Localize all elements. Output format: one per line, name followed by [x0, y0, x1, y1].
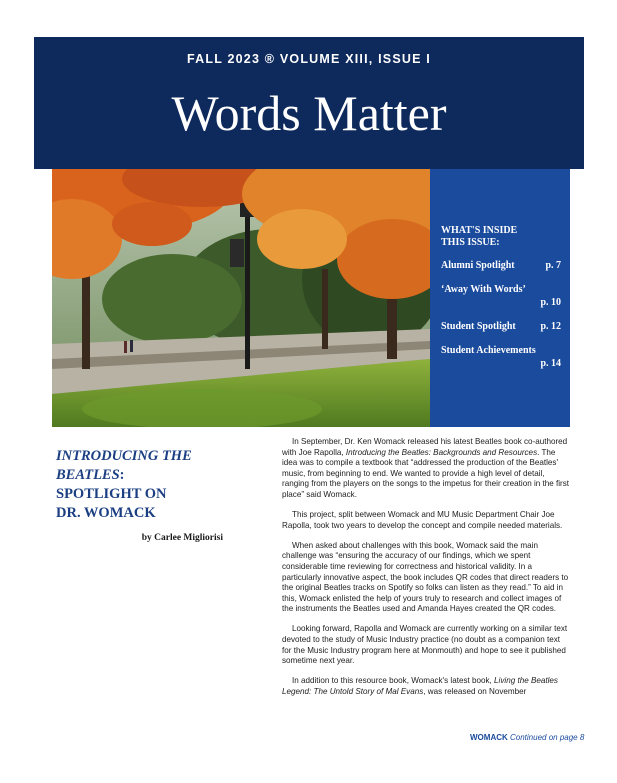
book-title: Introducing the Beatles: Backgrounds and Resources: [345, 447, 538, 457]
book-title: Living the Beatles Legend: The Untold Story of Mal Evans: [282, 676, 558, 696]
headline-line-4: DR. WOMACK: [56, 505, 156, 521]
article-paragraph-3: When asked about challenges with this book, Womack said the main challenge was “ensuring the accuracy of our findings, which we spent considerable time reviewing for correctness and historical validity. In a particularly innovative aspect, the book includes QR codes that direct readers to the original Beatles tracks on Spotify so folks can listen as they read.” To aid in this, Womack enlisted the help of yours truly to research and collect images of the instruments the Beatles used and Amanda Hayes created the QR codes.: [282, 540, 569, 614]
continued-text: Continued on page 8: [507, 733, 585, 742]
article-paragraph-2: This project, split between Womack and MU Music Department Chair Joe Rapolla, took two years to develop the concept and compile needed materials.: [282, 510, 563, 530]
toc-item-label: Student Achievements: [441, 345, 536, 356]
headline-line-3: SPOTLIGHT ON: [56, 486, 167, 502]
sidebar-heading: [441, 225, 551, 249]
toc-item-page: p. 12: [540, 321, 561, 332]
article-body: [282, 437, 570, 707]
article-headline: [56, 447, 246, 523]
masthead: [34, 37, 584, 169]
toc-item-page: p. 14: [540, 358, 561, 369]
paragraph-text: In addition to this resource book, Womack's latest book,: [292, 676, 495, 686]
toc-item-alumni-spotlight[interactable]: [441, 260, 561, 272]
whats-inside-sidebar: [430, 169, 570, 427]
toc-item-label: ‘Away With Words’: [441, 284, 526, 295]
toc-item-student-spotlight[interactable]: [441, 321, 561, 333]
headline-colon: :: [119, 467, 125, 483]
continued-on-link[interactable]: [470, 733, 584, 742]
toc-item-label: Alumni Spotlight: [441, 260, 515, 271]
toc-item-page: p. 7: [545, 260, 561, 271]
paragraph-text: , was released on November: [423, 686, 527, 696]
article-paragraph-5: [282, 676, 570, 697]
headline-line-2: [56, 466, 246, 485]
toc-item-page: p. 10: [540, 297, 561, 308]
article-paragraph-1: [282, 437, 570, 501]
headline-book-word: BEATLES: [56, 467, 120, 483]
byline: by Carlee Migliorisi: [141, 533, 223, 543]
toc-item-student-achievements[interactable]: [441, 345, 561, 370]
newsletter-title: Words Matter: [171, 85, 447, 141]
continued-tag: WOMACK: [470, 733, 508, 742]
paragraph-text: In September, Dr. Ken Womack released his latest Beatles book co-authored with Joe Rapolla,: [282, 437, 568, 457]
headline-line-1: INTRODUCING THE: [56, 448, 192, 464]
sidebar-heading-line-2: THIS ISSUE:: [441, 237, 500, 248]
toc-item-away-with-words[interactable]: [441, 284, 561, 309]
article-paragraph-4: Looking forward, Rapolla and Womack are currently working on a similar text devoted to the study of Music Industry practice (no doubt as a companion text for the Music Industry program here at Monmouth) and hope to see it published sometime next year.: [282, 624, 568, 666]
toc-item-label: Student Spotlight: [441, 321, 516, 332]
paragraph-text: . The idea was to compile a textbook that “addressed the production of the Beatles' music, from beginning to end. We wanted to provide a high level of detail, ranging from the players on the songs to the impetus for their creation in the first place” said Womack.: [282, 447, 570, 499]
campus-photo: [52, 169, 430, 427]
issue-line: FALL 2023 ® VOLUME XIII, ISSUE I: [187, 52, 431, 66]
sidebar-heading-line-1: WHAT'S INSIDE: [441, 225, 518, 236]
